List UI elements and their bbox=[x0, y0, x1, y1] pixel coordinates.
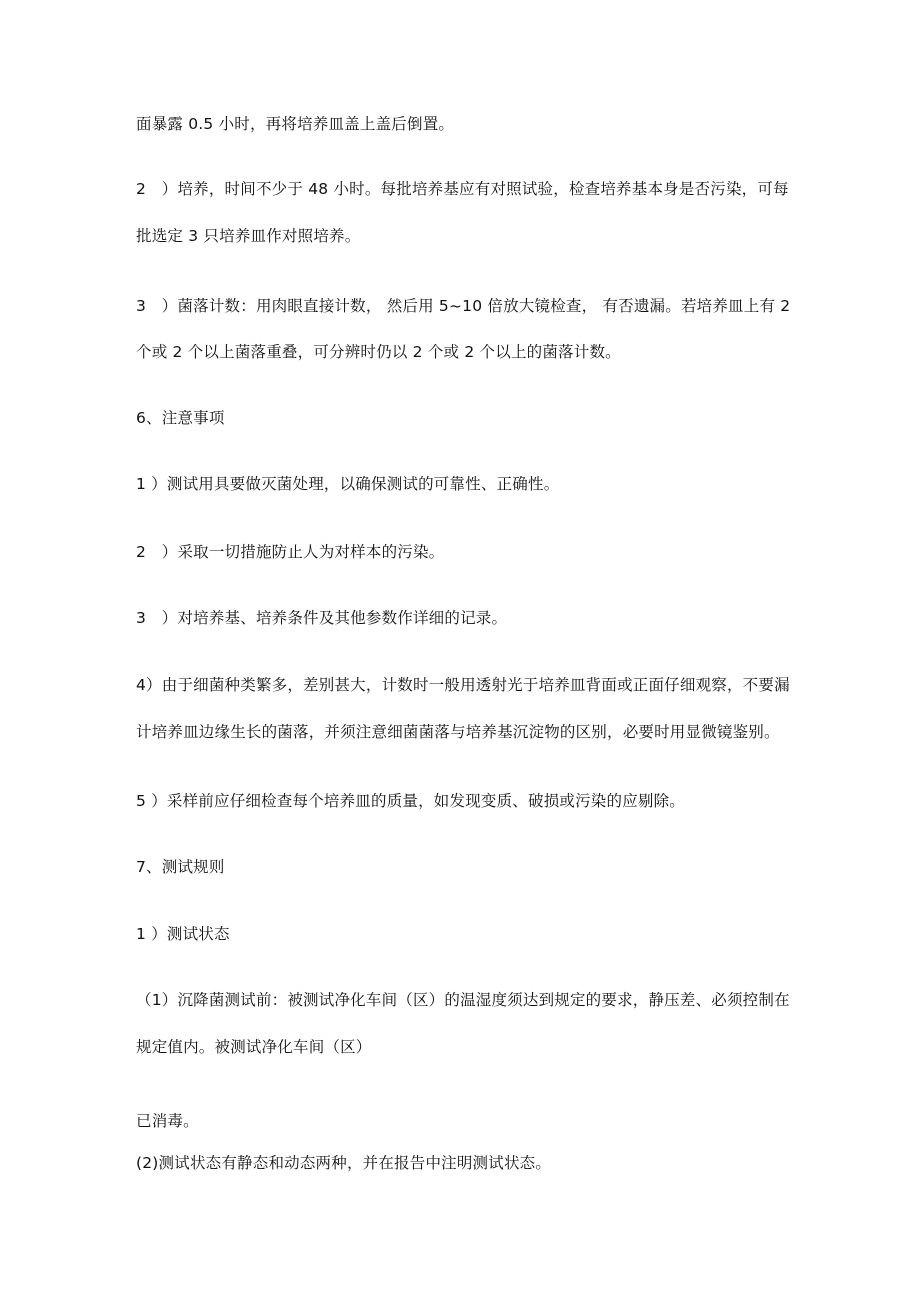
text-line-edge-colonies: 计培养皿边缘生长的菌落，并须注意细菌菌落与培养基沉淀物的区别，必要时用显微镜鉴别。 bbox=[136, 723, 780, 741]
text-line-disinfected: 已消毒。 bbox=[136, 1112, 199, 1130]
text-line-sterilize: 1 ）测试用具要做灭菌处理，以确保测试的可靠性、正确性。 bbox=[136, 475, 560, 493]
text-line-test-state: 1 ）测试状态 bbox=[136, 925, 230, 943]
text-line-pre-test-cont: 规定值内。被测试净化车间（区） bbox=[136, 1038, 372, 1056]
text-line-static-dynamic: (2)测试状态有静态和动态两种，并在报告中注明测试状态。 bbox=[136, 1154, 552, 1172]
text-line-control-culture: 批选定 3 只培养皿作对照培养。 bbox=[136, 227, 361, 245]
text-line-overlap-count: 个或 2 个以上菌落重叠，可分辨时仍以 2 个或 2 个以上的菌落计数。 bbox=[136, 343, 621, 361]
text-line-colony-count: 3 ）菌落计数：用肉眼直接计数， 然后用 5~10 倍放大镜检查， 有否遗漏。若培养皿上有 2 bbox=[136, 297, 791, 315]
text-line-exposure: 面暴露 0.5 小时，再将培养皿盖上盖后倒置。 bbox=[136, 115, 455, 133]
section-heading-precautions: 6、注意事项 bbox=[136, 409, 225, 427]
text-line-pre-test: （1）沉降菌测试前：被测试净化车间（区）的温湿度须达到规定的要求，静压差、必须控制在 bbox=[136, 991, 790, 1009]
section-heading-test-rules: 7、测试规则 bbox=[136, 858, 225, 876]
text-line-observe: 4）由于细菌种类繁多，差别甚大，计数时一般用透射光于培养皿背面或正面仔细观察，不要漏 bbox=[136, 676, 790, 694]
text-line-prevent-contamination: 2 ）采取一切措施防止人为对样本的污染。 bbox=[136, 543, 445, 561]
text-line-record: 3 ）对培养基、培养条件及其他参数作详细的记录。 bbox=[136, 609, 508, 627]
text-line-incubation: 2 ）培养，时间不少于 48 小时。每批培养基应有对照试验，检查培养基本身是否污染，可每 bbox=[136, 180, 789, 198]
text-line-check-dishes: 5 ）采样前应仔细检查每个培养皿的质量，如发现变质、破损或污染的应剔除。 bbox=[136, 792, 685, 810]
